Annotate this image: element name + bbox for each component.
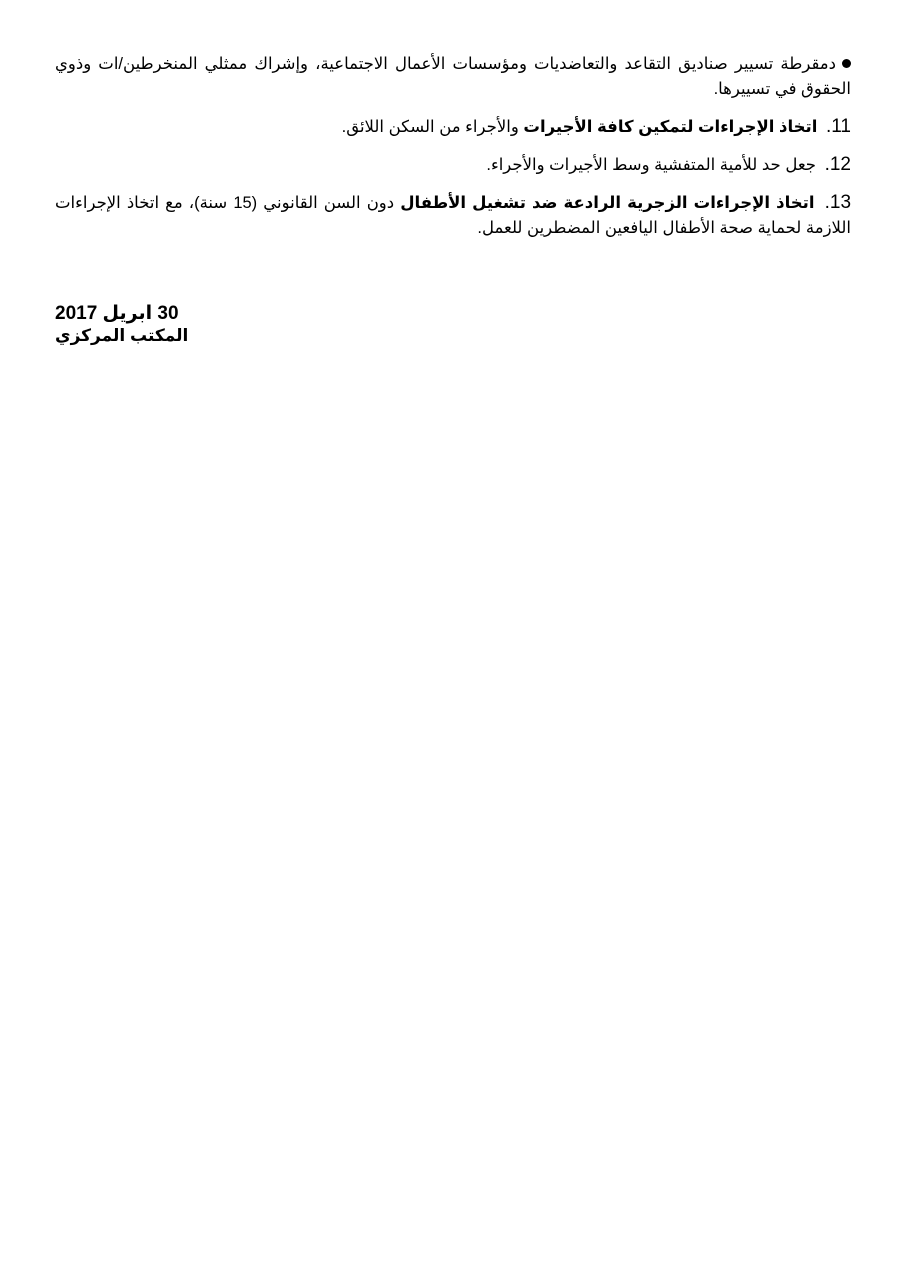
list-item-11 — [55, 114, 851, 140]
list-item-bold-text: اتخاذ الإجراءات لتمكين كافة الأجيرات — [523, 118, 818, 136]
bullet-text: دمقرطة تسيير صناديق التقاعد والتعاضديات ومؤسسات الأعمال الاجتماعية، وإشراك ممثلي المنخرطين/ات وذوي الحقوق في تسييرها. — [55, 55, 851, 98]
list-item-text: والأجراء من السكن اللائق. — [341, 118, 524, 136]
list-item-13 — [55, 190, 851, 241]
list-item-number: 13. — [824, 192, 852, 213]
document-body — [55, 52, 851, 253]
list-item-number: 12. — [824, 154, 851, 175]
list-item-text: دون السن القانوني (15 سنة)، مع اتخاذ الإجراءات اللازمة لحماية صحة الأطفال اليافعين المضطرين للعمل. — [55, 194, 851, 237]
bullet-icon — [842, 59, 851, 68]
signature-block — [55, 303, 255, 347]
bullet-paragraph — [55, 52, 851, 102]
signature-office: المكتب المركزي — [55, 326, 189, 345]
list-item-12 — [55, 152, 851, 178]
list-item-text: جعل حد للأمية المتفشية وسط الأجيرات والأجراء. — [486, 156, 816, 174]
list-item-number: 11. — [825, 116, 851, 137]
list-item-bold-text: اتخاذ الإجراءات الزجرية الرادعة ضد تشغيل الأطفال — [400, 194, 815, 212]
signature-date: 30 ابريل 2017 — [55, 303, 179, 324]
